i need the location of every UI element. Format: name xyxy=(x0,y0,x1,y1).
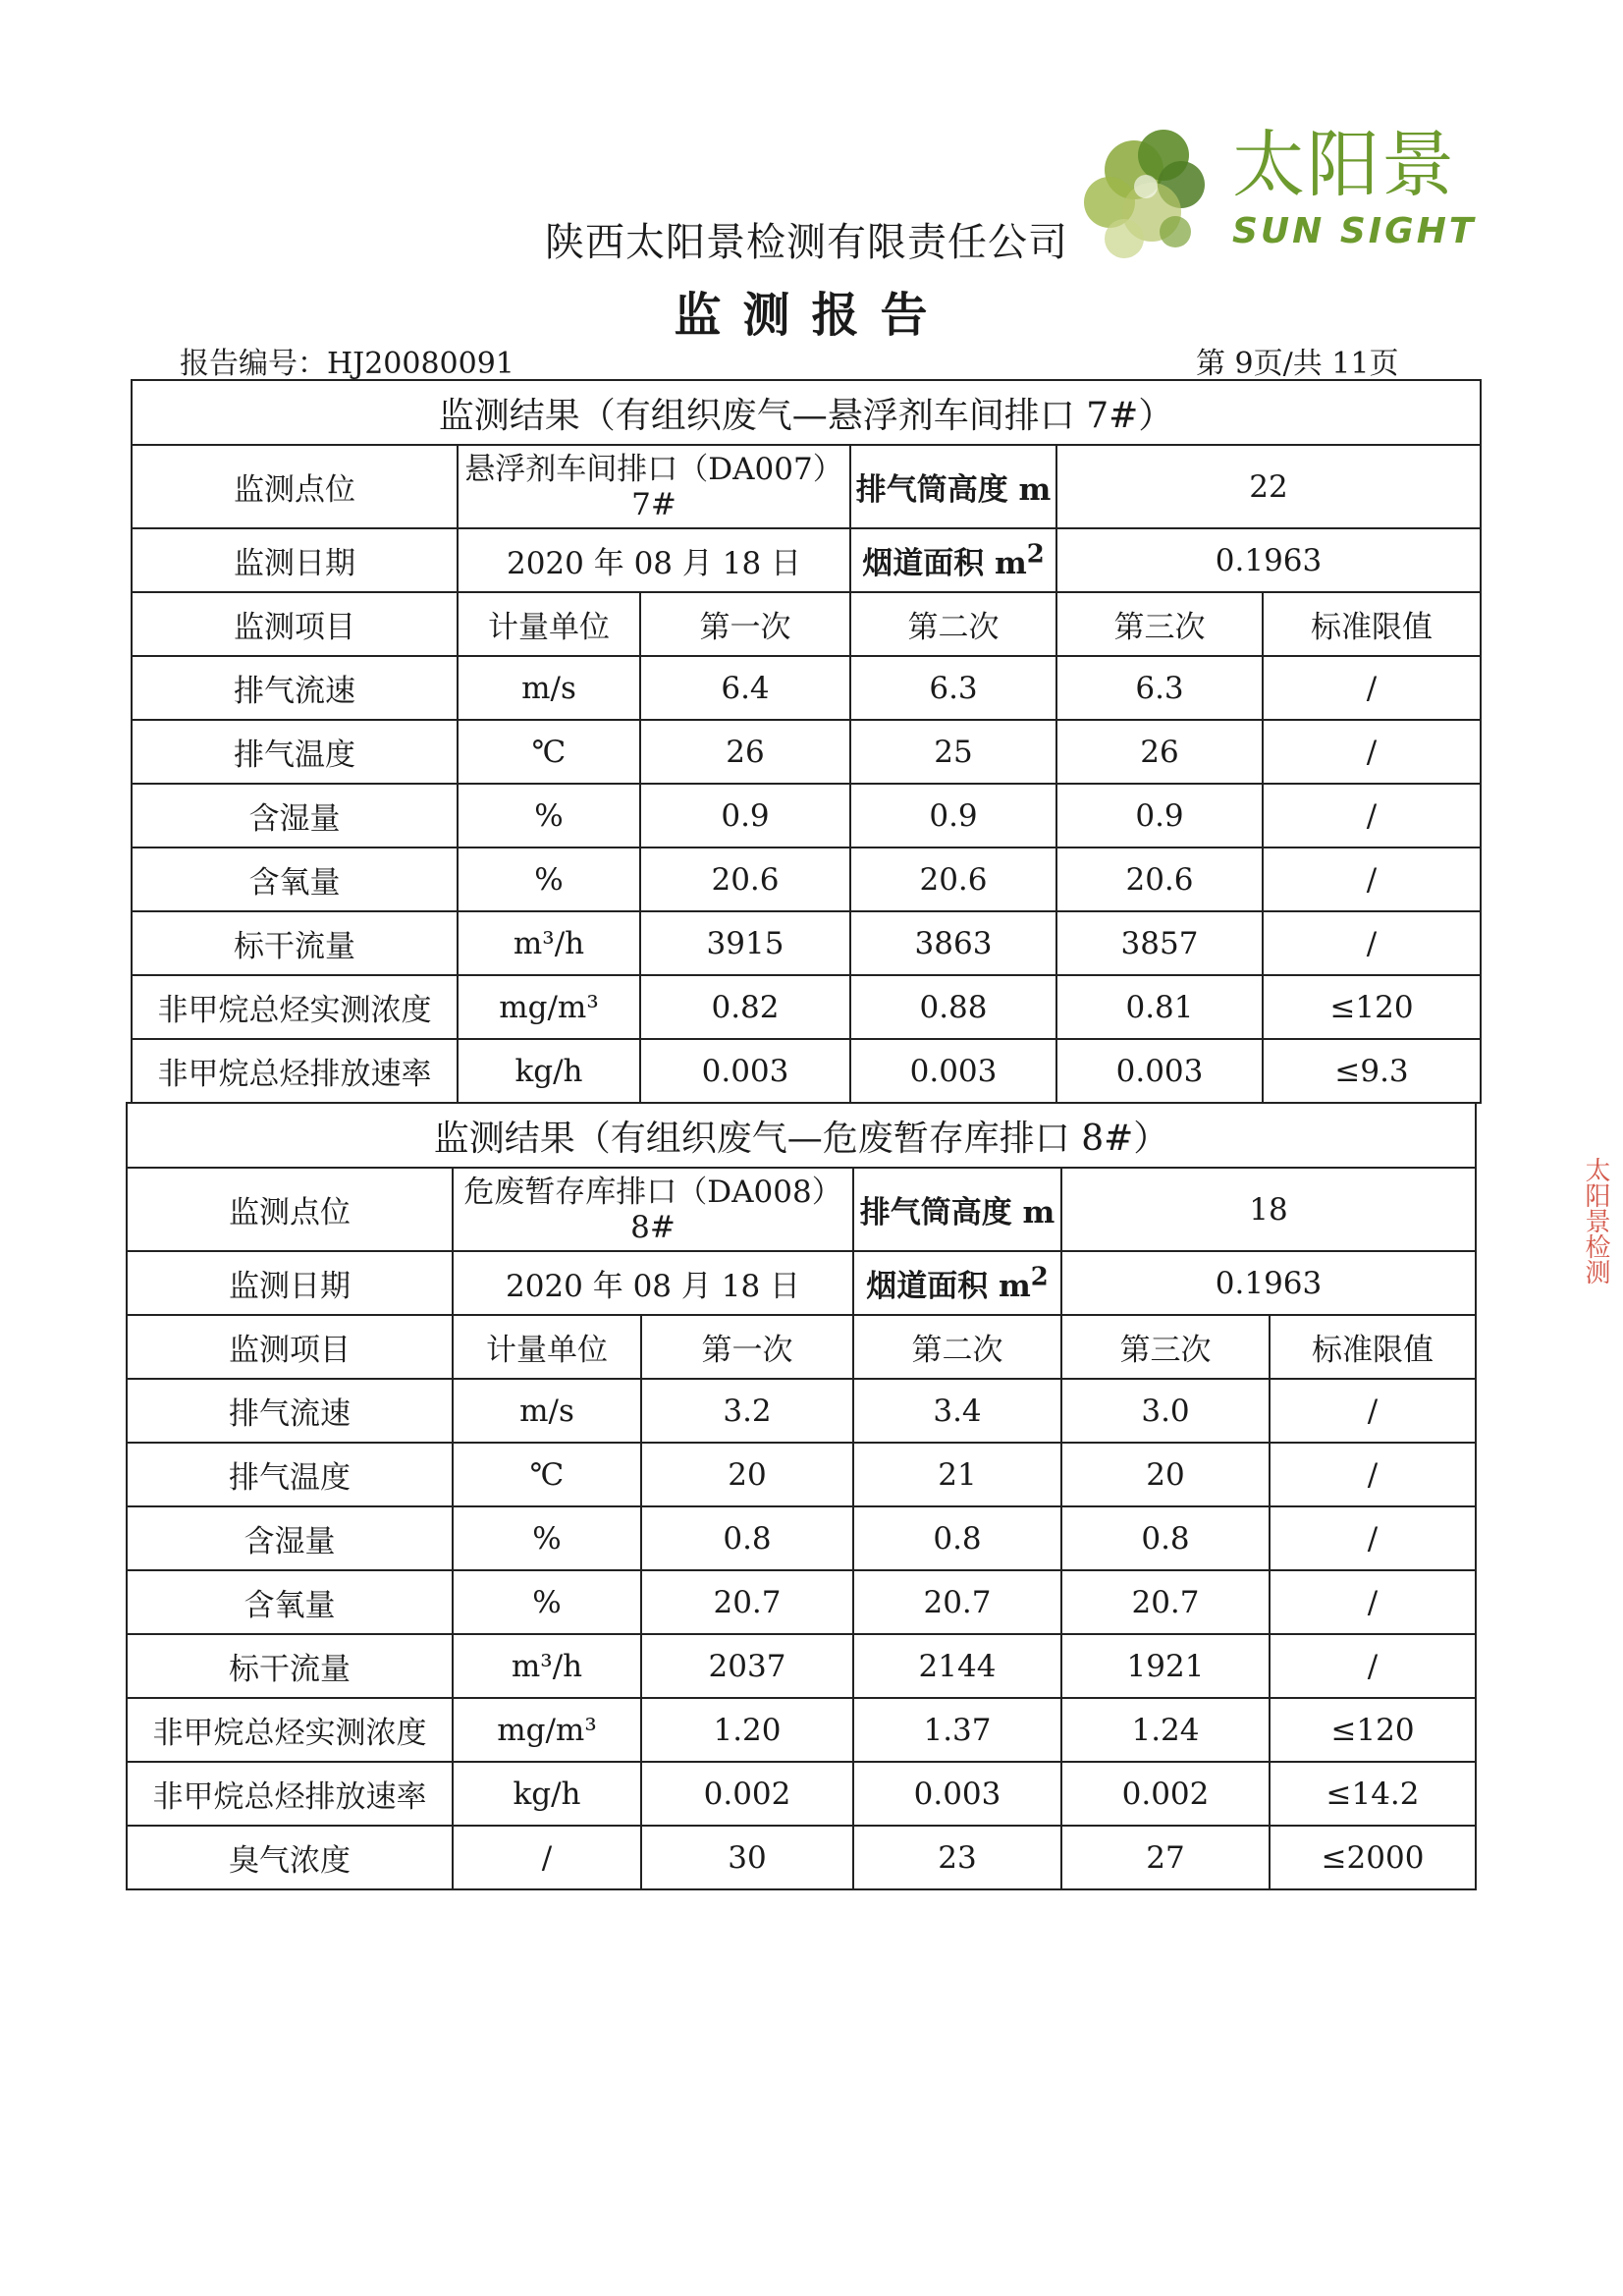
cell-v1: 6.4 xyxy=(640,656,850,720)
results-table-7 xyxy=(131,379,1482,1104)
cell-limit: / xyxy=(1270,1443,1476,1506)
cell-limit: / xyxy=(1270,1570,1476,1634)
cell-v1: 0.003 xyxy=(640,1039,850,1103)
cell-limit: ≤2000 xyxy=(1270,1826,1476,1889)
point-value-line2: 7# xyxy=(631,486,676,522)
cell-v1: 0.82 xyxy=(640,975,850,1039)
col-limit: 标准限值 xyxy=(1263,592,1481,656)
cell-v2: 20.6 xyxy=(850,847,1056,911)
cell-v1: 3.2 xyxy=(641,1379,853,1443)
stack-height-label-text: 排气筒高度 m xyxy=(855,472,1052,508)
table-row xyxy=(132,656,1481,720)
col-third: 第三次 xyxy=(1061,1315,1270,1379)
cell-v1: 20.7 xyxy=(641,1570,853,1634)
table-row xyxy=(132,784,1481,847)
cell-item: 排气温度 xyxy=(132,720,458,784)
report-number: 报告编号：HJ20080091 xyxy=(180,347,514,381)
cell-v2: 0.003 xyxy=(850,1039,1056,1103)
cell-v3: 0.9 xyxy=(1056,784,1263,847)
cell-v3: 27 xyxy=(1061,1826,1270,1889)
cell-v1: 0.002 xyxy=(641,1762,853,1826)
cell-unit: % xyxy=(453,1506,641,1570)
cell-v2: 0.9 xyxy=(850,784,1056,847)
area-label-text: 烟道面积 m xyxy=(862,546,1027,581)
table-row xyxy=(127,1443,1476,1506)
cell-unit: ℃ xyxy=(458,720,640,784)
stack-height-label xyxy=(850,445,1056,528)
table-row xyxy=(127,1506,1476,1570)
cell-item: 排气流速 xyxy=(127,1379,453,1443)
cell-item: 排气温度 xyxy=(127,1443,453,1506)
cell-v1: 20.6 xyxy=(640,847,850,911)
cell-v3: 6.3 xyxy=(1056,656,1263,720)
cell-unit: mg/m³ xyxy=(458,975,640,1039)
cell-limit: / xyxy=(1263,720,1481,784)
date-row xyxy=(132,528,1481,592)
cell-v1: 2037 xyxy=(641,1634,853,1698)
logo-text-cn: 太阳景 xyxy=(1232,123,1456,207)
cell-v2: 6.3 xyxy=(850,656,1056,720)
cell-v3: 0.002 xyxy=(1061,1762,1270,1826)
cell-v2: 0.8 xyxy=(853,1506,1061,1570)
col-unit: 计量单位 xyxy=(458,592,640,656)
col-first: 第一次 xyxy=(641,1315,853,1379)
table-row xyxy=(132,847,1481,911)
col-second: 第二次 xyxy=(850,592,1056,656)
cell-unit: m/s xyxy=(458,656,640,720)
cell-limit: / xyxy=(1263,847,1481,911)
table-row xyxy=(132,720,1481,784)
cell-item: 含湿量 xyxy=(127,1506,453,1570)
cell-unit: m³/h xyxy=(458,911,640,975)
date-row xyxy=(127,1251,1476,1315)
area-label xyxy=(850,528,1056,592)
cell-v2: 0.003 xyxy=(853,1762,1061,1826)
cell-v2: 21 xyxy=(853,1443,1061,1506)
point-value-line1: 悬浮剂车间排口（DA007） xyxy=(464,451,843,487)
cell-v3: 1.24 xyxy=(1061,1698,1270,1762)
column-header-row xyxy=(132,592,1481,656)
cell-v3: 0.003 xyxy=(1056,1039,1263,1103)
date-label: 监测日期 xyxy=(132,528,458,592)
cell-v2: 1.37 xyxy=(853,1698,1061,1762)
date-label: 监测日期 xyxy=(127,1251,453,1315)
table-row xyxy=(127,1379,1476,1443)
t2-body xyxy=(127,1379,1476,1889)
cell-item: 非甲烷总烃排放速率 xyxy=(127,1762,453,1826)
table-row xyxy=(127,1570,1476,1634)
area-value: 0.1963 xyxy=(1061,1251,1476,1315)
cell-unit: kg/h xyxy=(458,1039,640,1103)
cell-v3: 3857 xyxy=(1056,911,1263,975)
table-row xyxy=(127,1698,1476,1762)
cell-v1: 1.20 xyxy=(641,1698,853,1762)
table-row xyxy=(127,1762,1476,1826)
cell-v3: 3.0 xyxy=(1061,1379,1270,1443)
point-value xyxy=(458,445,850,528)
cell-unit: / xyxy=(453,1826,641,1889)
cell-v2: 3863 xyxy=(850,911,1056,975)
seal-stamp: 太阳景检测 xyxy=(1581,1157,1610,1285)
cell-v3: 26 xyxy=(1056,720,1263,784)
cell-v1: 0.8 xyxy=(641,1506,853,1570)
cell-item: 标干流量 xyxy=(132,911,458,975)
cell-item: 非甲烷总烃实测浓度 xyxy=(127,1698,453,1762)
point-value xyxy=(453,1168,853,1251)
cell-v1: 3915 xyxy=(640,911,850,975)
cell-v3: 20.7 xyxy=(1061,1570,1270,1634)
col-limit: 标准限值 xyxy=(1270,1315,1476,1379)
date-value: 2020 年 08 月 18 日 xyxy=(458,528,850,592)
cell-item: 臭气浓度 xyxy=(127,1826,453,1889)
cell-limit: / xyxy=(1270,1634,1476,1698)
cell-v1: 26 xyxy=(640,720,850,784)
point-label: 监测点位 xyxy=(132,445,458,528)
point-value-line1: 危废暂存库排口（DA008） xyxy=(463,1174,842,1210)
table-row xyxy=(132,975,1481,1039)
cell-v1: 30 xyxy=(641,1826,853,1889)
cell-v3: 1921 xyxy=(1061,1634,1270,1698)
cell-v3: 20 xyxy=(1061,1443,1270,1506)
table-row xyxy=(132,911,1481,975)
results-table-8 xyxy=(126,1102,1477,1890)
cell-item: 非甲烷总烃排放速率 xyxy=(132,1039,458,1103)
area-label-sup: 2 xyxy=(1030,1262,1049,1292)
cell-unit: % xyxy=(458,784,640,847)
stack-height-label-text: 排气筒高度 m xyxy=(859,1195,1055,1230)
page-info: 第 9页/共 11页 xyxy=(1196,347,1399,381)
col-item: 监测项目 xyxy=(132,592,458,656)
col-item: 监测项目 xyxy=(127,1315,453,1379)
cell-v1: 20 xyxy=(641,1443,853,1506)
stack-height-value: 18 xyxy=(1061,1168,1476,1251)
area-label-text: 烟道面积 m xyxy=(866,1269,1031,1304)
cell-limit: / xyxy=(1263,656,1481,720)
cell-unit: kg/h xyxy=(453,1762,641,1826)
col-first: 第一次 xyxy=(640,592,850,656)
col-second: 第二次 xyxy=(853,1315,1061,1379)
point-label: 监测点位 xyxy=(127,1168,453,1251)
t1-body xyxy=(132,656,1481,1103)
col-unit: 计量单位 xyxy=(453,1315,641,1379)
point-row xyxy=(132,445,1481,528)
date-value: 2020 年 08 月 18 日 xyxy=(453,1251,853,1315)
area-label xyxy=(853,1251,1061,1315)
logo-text-en: SUN SIGHT xyxy=(1232,211,1477,251)
stack-height-label xyxy=(853,1168,1061,1251)
cell-unit: % xyxy=(458,847,640,911)
cell-item: 含湿量 xyxy=(132,784,458,847)
cell-unit: % xyxy=(453,1570,641,1634)
cell-limit: ≤9.3 xyxy=(1263,1039,1481,1103)
area-value: 0.1963 xyxy=(1056,528,1481,592)
table-title-row xyxy=(132,380,1481,445)
cell-unit: mg/m³ xyxy=(453,1698,641,1762)
cell-limit: / xyxy=(1270,1379,1476,1443)
point-row xyxy=(127,1168,1476,1251)
cell-unit: m³/h xyxy=(453,1634,641,1698)
cell-v2: 3.4 xyxy=(853,1379,1061,1443)
cell-v3: 0.8 xyxy=(1061,1506,1270,1570)
cell-limit: / xyxy=(1263,911,1481,975)
cell-item: 排气流速 xyxy=(132,656,458,720)
stack-height-value: 22 xyxy=(1056,445,1481,528)
table-row xyxy=(127,1826,1476,1889)
table-row xyxy=(127,1634,1476,1698)
cell-limit: ≤120 xyxy=(1263,975,1481,1039)
table-title: 监测结果（有组织废气—危废暂存库排口 8#） xyxy=(127,1103,1476,1168)
cell-v3: 20.6 xyxy=(1056,847,1263,911)
column-header-row xyxy=(127,1315,1476,1379)
cell-limit: ≤120 xyxy=(1270,1698,1476,1762)
cell-v2: 23 xyxy=(853,1826,1061,1889)
cell-limit: / xyxy=(1270,1506,1476,1570)
document-title: 监测报告 xyxy=(674,288,949,343)
area-label-sup: 2 xyxy=(1026,539,1045,570)
table-title-row xyxy=(127,1103,1476,1168)
cell-unit: ℃ xyxy=(453,1443,641,1506)
table-title: 监测结果（有组织废气—悬浮剂车间排口 7#） xyxy=(132,380,1481,445)
cell-v2: 2144 xyxy=(853,1634,1061,1698)
cell-item: 含氧量 xyxy=(132,847,458,911)
col-third: 第三次 xyxy=(1056,592,1263,656)
cell-unit: m/s xyxy=(453,1379,641,1443)
cell-v3: 0.81 xyxy=(1056,975,1263,1039)
company-name: 陕西太阳景检测有限责任公司 xyxy=(545,220,1068,265)
cell-limit: / xyxy=(1263,784,1481,847)
cell-v1: 0.9 xyxy=(640,784,850,847)
cell-v2: 0.88 xyxy=(850,975,1056,1039)
cell-limit: ≤14.2 xyxy=(1270,1762,1476,1826)
point-value-line2: 8# xyxy=(630,1209,676,1245)
cell-v2: 20.7 xyxy=(853,1570,1061,1634)
cell-item: 标干流量 xyxy=(127,1634,453,1698)
cell-v2: 25 xyxy=(850,720,1056,784)
cell-item: 含氧量 xyxy=(127,1570,453,1634)
cell-item: 非甲烷总烃实测浓度 xyxy=(132,975,458,1039)
table-row xyxy=(132,1039,1481,1103)
